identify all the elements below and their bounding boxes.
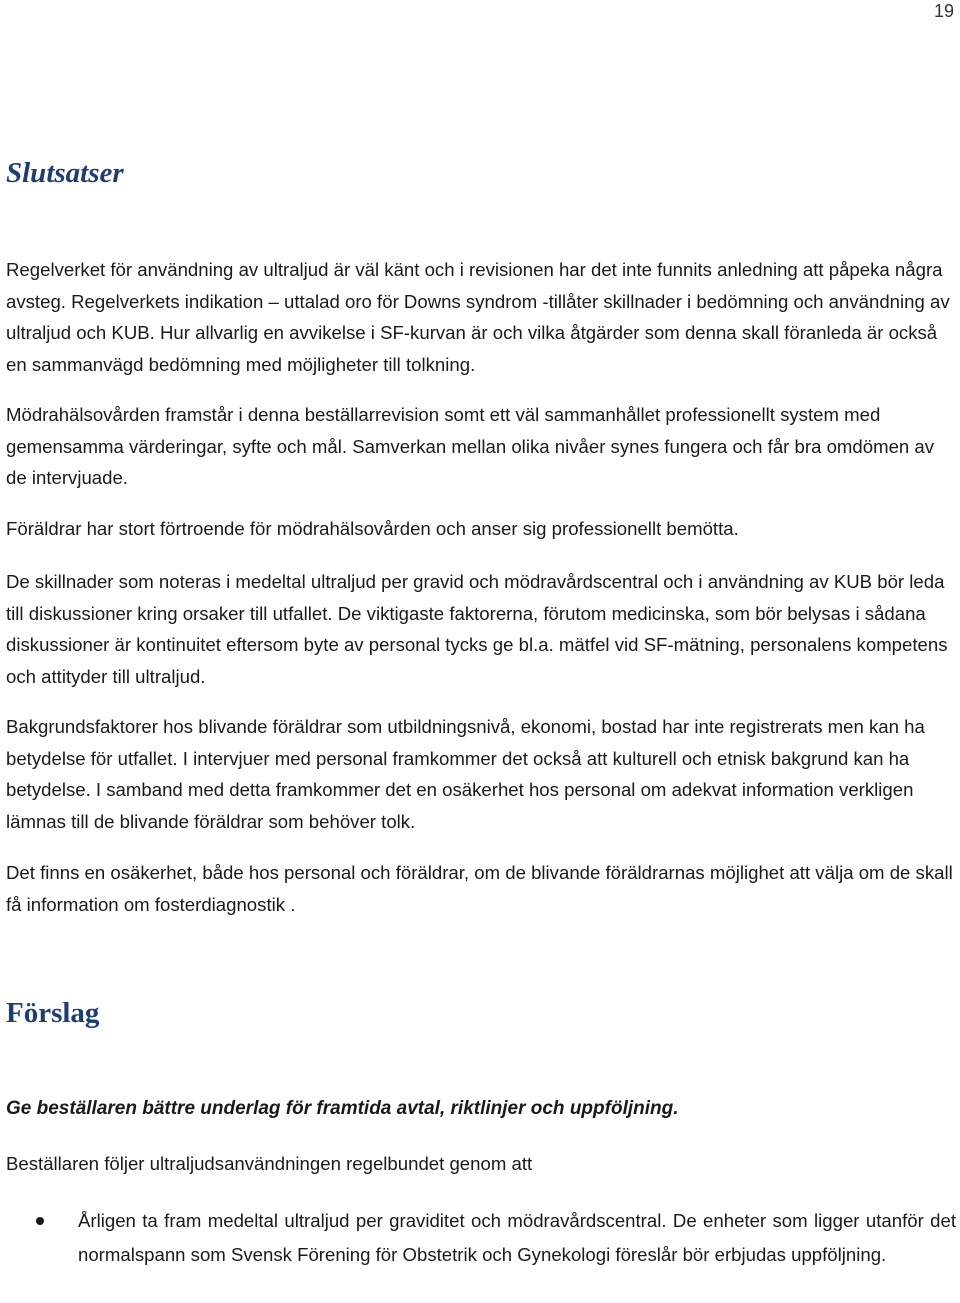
paragraph: Föräldrar har stort förtroende för mödrahälsovården och anser sig professionellt bemötta. (6, 518, 739, 539)
bullet-list (6, 1204, 956, 1272)
paragraph: Regelverket för användning av ultraljud är väl känt och i revisionen har det inte funnits anledning att påpeka några avsteg. Regelverkets indikation – uttalad oro för Downs syndrom -tillåter skillnader i bedömning och användning av ultraljud och KUB. Hur allvarlig en avvikelse i SF-kurvan är och vilka åtgärder som denna skall föranleda är också en sammanvägd bedömning med möjligheter till tolkning. (6, 259, 950, 375)
intro-paragraph: Beställaren följer ultraljudsanvändningen regelbundet genom att (6, 1153, 533, 1174)
paragraph: De skillnader som noteras i medeltal ultraljud per gravid och mödravårdscentral och i användning av KUB bör leda till diskussioner kring orsaker till utfallet. De viktigaste faktorerna, förutom medicinska, som bör belysas i sådana diskussioner är kontinuitet eftersom byte av personal tycks ge bl.a. mätfel vid SF-mätning, personalens kompetens och attityder till ultraljud. (6, 571, 948, 687)
page-number: 19 (933, 1, 954, 21)
section-heading-slutsatser: Slutsatser (6, 157, 124, 189)
section-heading-forslag: Förslag (6, 997, 100, 1029)
list-item (6, 1204, 956, 1272)
subheading: Ge beställaren bättre underlag för framtida avtal, riktlinjer och uppföljning. (6, 1098, 679, 1119)
list-item-text: Årligen ta fram medeltal ultraljud per graviditet och mödravårdscentral. De enheter som ligger utanför det normalspann som Svensk Förening för Obstetrik och Gynekologi föreslår bör erbjudas uppföljning. (78, 1210, 956, 1265)
bullet-icon (36, 1217, 44, 1225)
paragraph: Det finns en osäkerhet, både hos personal och föräldrar, om de blivande föräldrarnas möjlighet att välja om de skall få information om fosterdiagnostik . (6, 862, 953, 915)
paragraph: Mödrahälsovården framstår i denna beställarrevision somt ett väl sammanhållet professionellt system med gemensamma värderingar, syfte och mål. Samverkan mellan olika nivåer synes fungera och får bra omdömen av de intervjuade. (6, 404, 935, 488)
paragraph: Bakgrundsfaktorer hos blivande föräldrar som utbildningsnivå, ekonomi, bostad har inte registrerats men kan ha betydelse för utfallet. I intervjuer med personal framkommer det också att kulturell och etnisk bakgrund kan ha betydelse. I samband med detta framkommer det en osäkerhet hos personal om adekvat information verkligen lämnas till de blivande föräldrar som behöver tolk. (6, 716, 925, 832)
